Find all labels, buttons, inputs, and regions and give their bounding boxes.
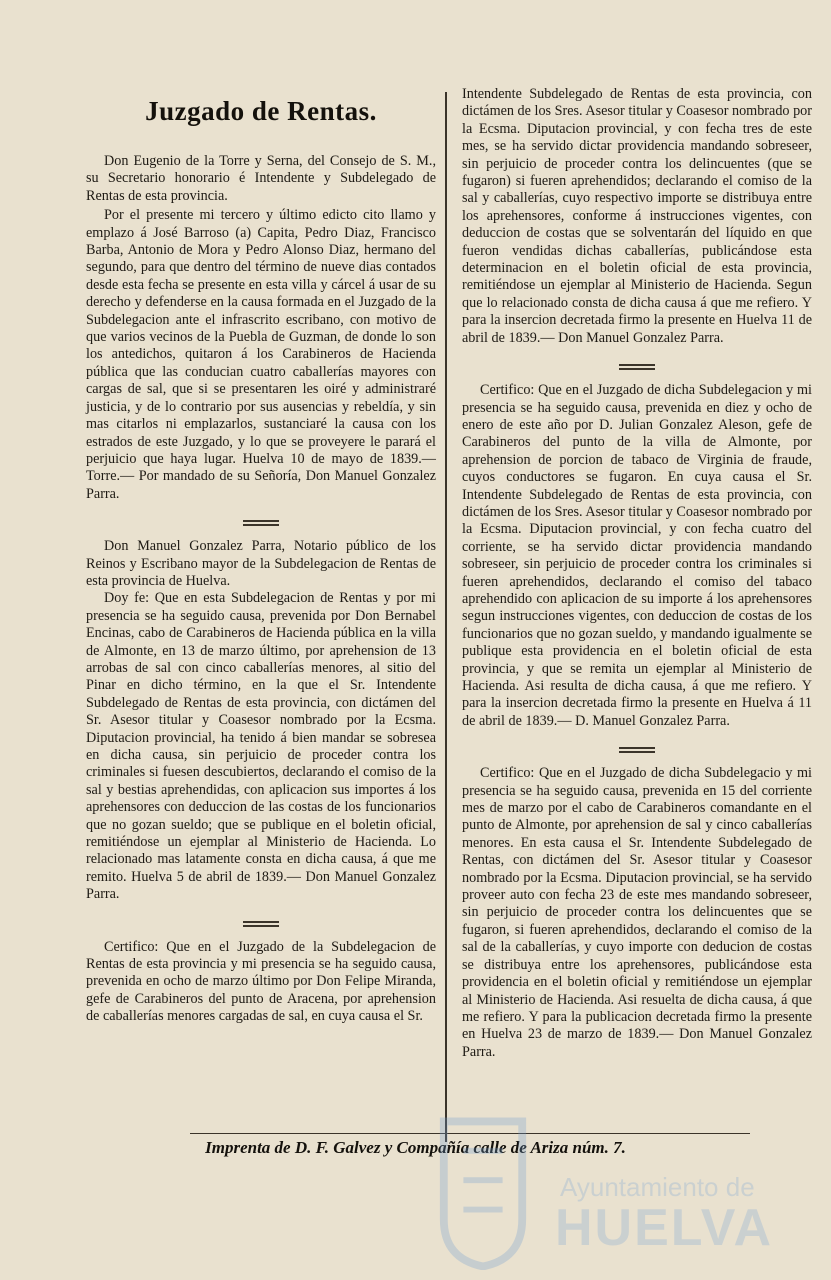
notice3-body: Certifico: Que en el Juzgado de la Subdelegacion de Rentas de esta provincia y mi presencia se ha seguido causa, prevenida en ocho de marzo último por Don Felipe Miranda, gefe de Carabineros del punto de Aracena, por aprehension de caballerías menores cargadas de sal, en cuya causa el Sr. [86,938,436,1025]
shield-icon [434,1110,532,1270]
column-divider [445,92,447,1142]
notice2-body: Doy fe: Que en esta Subdelegacion de Rentas y por mi presencia se ha seguido causa, prevenida por Don Bernabel Encinas, cabo de Carabineros de Hacienda pública en la villa de Almonte, en 13 de marzo último, por aprehension de 13 arrobas de sal con cinco caballerías menores, al sitio del Pinar en dicho término, en la que el Sr. Intendente Subdelegado de Rentas de esta provincia, con dictámen del Sr. Asesor titular y Coasesor nombrado por la Ecsma. Diputacion provincial, ha tenido á bien mandar se sobresea en dicha causa, sin perjuicio de proceder contra los criminales si fuesen descubiertos, declarando el comiso de la sal y bestias aprehendidas, con aplicacion sus importes á los aprehensores con deduccion de las costas de los funcionarios que no gozan sueldo; que se publique en el boletin oficial, remitiéndose un ejemplar al Ministerio de Hacienda. Lo relacionado mas latamente consta en dicha causa, á que me remito. Huelva 5 de abril de 1839.— Don Manuel Gonzalez Parra. [86,590,436,903]
separator [86,511,436,530]
notice5-body: Certifico: Que en el Juzgado de dicha Subdelegacio y mi presencia se ha seguido causa, prevenida en 15 del corriente mes de marzo por el cabo de Carabineros comandante en el punto de Almonte, por aprehension de sal y cinco caballerías menores. En esta causa el Sr. Intendente Subdelegado de Rentas, con dictámen del Sr. Asesor titular y Coasesor nombrado por la Ecsma. Diputacion provincial, se ha servido proveer auto con fecha 23 de este mes mandando sobreseer, sin perjuicio de proceder contra los delincuentes que se fugaron, si fueren aprehendidos, declarando el comiso de la sal de la caballerías, y cuyo importe con deducion de costas se distribuya entre los aprehensores, publicándose esta providencia en el boletin oficial y remitiéndose un ejemplar al Ministerio de Hacienda. Asi resuelta de dicha causa, á que me refiero. Y para la publicacion decretada firmo la presente en Huelva 23 de marzo de 1839.— Don Manuel Gonzalez Parra. [462,765,812,1060]
notice1-body: Por el presente mi tercero y último edicto cito llamo y emplazo á José Barroso (a) Capita, Pedro Diaz, Francisco Barba, Antonio de Mora y Pedro Alonso Diaz, hermano del segundo, para que dentro del término de nueve dias contados desde esta fecha se presente en esta villa y cárcel á usar de su derecho y defenderse en la causa formada en el Juzgado de la Subdelegacion ante el infrascrito escribano, con motivo de que varios vecinos de la Puebla de Guzman, de donde lo son los antedichos, quitaron á los Carabineros de Hacienda pública que las conducian cuatro caballerías mayores con cargas de sal, que si se presentaren les oiré y administraré justicia, y de lo contrario por sus ausencias y rebeldía, y sin mas citarlos ni emplazarlos, sustanciaré la causa con los estrados de este Juzgado, y lo que se proveyere le parará el perjuicio que haya lugar. Huelva 10 de mayo de 1839.— Torre.— Por mandado de su Señoría, Don Manuel Gonzalez Parra. [86,207,436,502]
notice1-header: Don Eugenio de la Torre y Serna, del Consejo de S. M., su Secretario honorario é Intendente y Subdelegado de Rentas de esta provincia. [86,153,436,204]
page-title: Juzgado de Rentas. [145,96,377,126]
right-column [462,86,812,1061]
watermark [430,1080,830,1280]
separator [462,738,812,757]
separator [462,355,812,374]
watermark-line1: Ayuntamiento de [560,1172,755,1202]
notice3-continuation: Intendente Subdelegado de Rentas de esta provincia, con dictámen de los Sres. Asesor titular y Coasesor nombrado por la Ecsma. Diputacion provincial, y con fecha tres de este mes, se ha servido dictar providencia mandando sobreseer, sin perjuicio de proceder contra los delincuentes (que se fugaron) si fueren aprehendidos; declarando el comiso de la sal y caballerías, cuyo respectivo importe se distribuya entre los aprehensores, conforme á instrucciones vigentes, con deduccion de costas que se solventarán del líquido en que fueron vendidas dichas caballerías, publicándose esta determinacion en el boletin oficial de esta provincia, remitiéndose un ejemplar al Ministerio de Hacienda. Segun que lo relacionado consta de dicha causa á que me refiero. Y para la insercion decretada firmo la presente en Huelva 11 de abril de 1839.— Don Manuel Gonzalez Parra. [462,86,812,346]
notice4-body: Certifico: Que en el Juzgado de dicha Subdelegacion y mi presencia se ha seguido causa, prevenida en diez y ocho de enero de este año por D. Julian Gonzalez Aleson, gefe de Carabineros del punto de la villa de Almonte, por aprehension de porcion de tabaco de Virginia de fraude, cuyos conductores se fugaron. En cuya causa el Sr. Intendente Subdelegado de Rentas de esta provincia, con dictámen de los Sres. Asesor titular y Coasesor nombrado por la Ecsma. Diputacion provincial, y con fecha cuatro del corriente, se ha servido dictar providencia mandando sobreseer, sin perjuicio de proceder contra los criminales si fueren aprehendidos, declarando el comiso del tabaco aprehendido con aplicacion de su importe á los aprehensores segun instrucciones vigentes, con deduccion de costas de los funcionarios que no gozan sueldo, y mandando igualmente se publique esta providencia en el boletin oficial de esta provincia, y que se remita un ejemplar al Ministerio de Hacienda. Asi resulta de dicha causa, á que me refiero. Y para la insercion decretada firmo la presente en Huelva á 11 de abril de 1839.— D. Manuel Gonzalez Parra. [462,382,812,729]
watermark-line2: HUELVA [555,1199,774,1257]
notice2-header: Don Manuel Gonzalez Parra, Notario público de los Reinos y Escribano mayor de la Subdelegacion de Rentas de esta provincia de Huelva. [86,538,436,589]
left-column [86,86,436,1026]
printer-imprint: Imprenta de D. F. Galvez y Compañía calle de Ariza núm. 7. [205,1138,626,1157]
separator [86,912,436,931]
